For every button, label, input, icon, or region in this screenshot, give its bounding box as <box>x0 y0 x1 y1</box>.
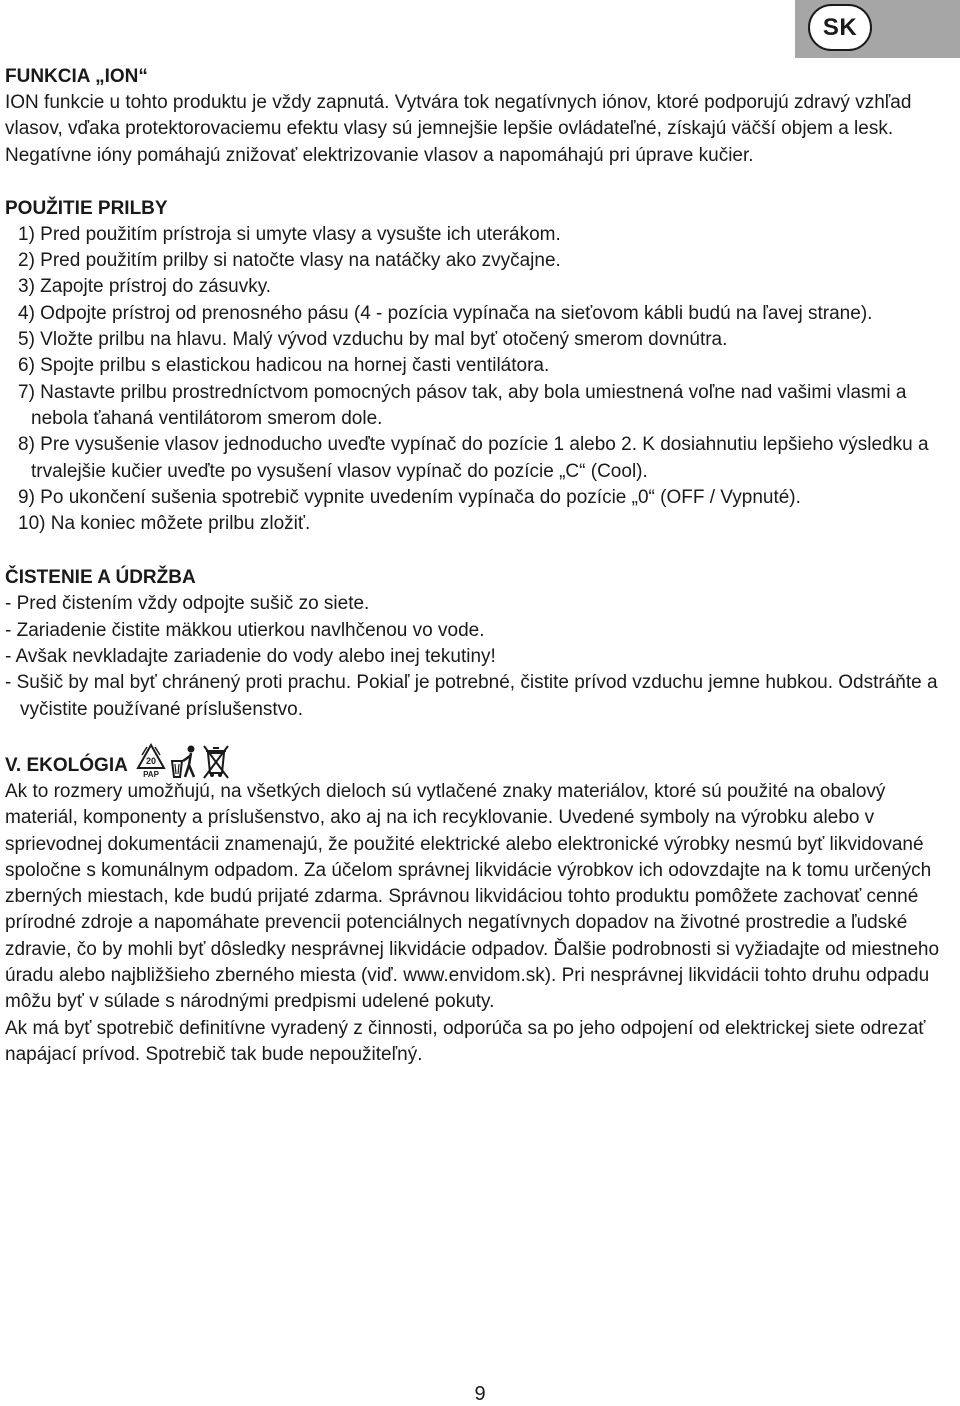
usage-step: 2) Pred použitím prilby si natočte vlasy na natáčky ako zvyčajne. <box>18 250 561 272</box>
ecology-paragraph-2: Ak má byť spotrebič definitívne vyradený z činnosti, odporúča sa po jeho odpojení od elektrickej siete odrezať napájací prívod. Spotrebič tak bude nepoužiteľný. <box>5 1017 926 1065</box>
cleaning-item: - Zariadenie čistite mäkkou utierkou navlhčenou vo vode. <box>5 619 485 641</box>
page-number: 9 <box>474 1383 486 1405</box>
usage-step: 10) Na koniec môžete prilbu zložiť. <box>18 513 311 535</box>
page-content <box>5 64 950 1068</box>
recycle-label-text: PAP <box>142 769 159 779</box>
usage-step: 5) Vložte prilbu na hlavu. Malý vývod vzduchu by mal byť otočený smerom dovnútra. <box>18 329 728 351</box>
usage-steps <box>5 222 950 538</box>
ion-paragraph: ION funkcie u tohto produktu je vždy zapnutá. Vytvára tok negatívnych iónov, ktoré podporujú zdravý vzhľad vlasov, vďaka protektorovaciemu efektu vlasy sú jemnejšie lepšie ovládateľné, získajú väčší objem a lesk. <box>5 92 912 140</box>
tidyman-icon <box>169 743 199 779</box>
cleaning-item: - Sušič by mal byť chránený proti prachu. Pokiaľ je potrebné, čistite prívod vzduchu jemne hubkou. Odstráňte a vyčistite používané príslušenstvo. <box>5 672 938 720</box>
ecology-icons <box>136 743 230 779</box>
usage-step: 3) Zapojte prístroj do zásuvky. <box>18 276 272 298</box>
recycle-pap-icon <box>136 743 166 779</box>
usage-step: 8) Pre vysušenie vlasov jednoducho uveďte vypínač do pozície 1 alebo 2. K dosiahnutiu lepšieho výsledku a trvalejšie kučier uveďte po vysušení vlasov vypínač do pozície „C“ (Cool). <box>18 434 929 482</box>
language-badge: SK <box>808 4 872 51</box>
usage-step: 1) Pred použitím prístroja si umyte vlasy a vysušte ich uterákom. <box>18 223 561 245</box>
ecology-heading: V. EKOLÓGIA <box>5 754 128 776</box>
cleaning-item: - Avšak nevkladajte zariadenie do vody alebo inej tekutiny! <box>5 646 496 668</box>
usage-step: 6) Spojte prilbu s elastickou hadicou na hornej časti ventilátora. <box>18 355 550 377</box>
recycle-code-text: 20 <box>145 755 156 766</box>
usage-step: 9) Po ukončení sušenia spotrebič vypnite uvedením vypínača do pozície „0“ (OFF / Vypnuté). <box>18 486 801 508</box>
ecology-heading-row <box>5 741 950 779</box>
ion-paragraph-2: Negatívne ióny pomáhajú znižovať elektrizovanie vlasov a napomáhajú pri úprave kučier. <box>5 144 754 166</box>
usage-step: 7) Nastavte prilbu prostredníctvom pomocných pásov tak, aby bola umiestnená voľne nad vašimi vlasmi a nebola ťahaná ventilátorom smerom dole. <box>18 381 907 429</box>
ecology-paragraph-1: Ak to rozmery umožňujú, na všetkých dieloch sú vytlačené znaky materiálov, ktoré sú použité na obalový materiál, komponenty a príslušenstvo, ako aj na ich recyklovanie. Uvedené symboly na výrobku alebo v sprievodnej dokumentácii znamenajú, že použité elektrické alebo elektronické výrobky nesmú byť likvidované spoločne s komunálnym odpadom. Za účelom správnej likvidácie výrobkov ich odovzdajte na k tomu určených zberných miestach, kde budú prijaté zdarma. Správnou likvidáciou tohto produktu pomôžete zachovať cenné prírodné zdroje a napomáhate prevencii potenciálnych negatívnych dopadov na životné prostredie a ľudské zdravie, čo by mohli byť dôsledky nesprávnej likvidácie odpadov. Ďalšie podrobnosti si vyžiadajte od miestneho úradu alebo najbližšieho zberného miesta (viď. www.envidom.sk). Pri nesprávnej likvidácii tohto druhu odpadu môžu byť v súlade s národnými predpismi udelené pokuty. <box>5 780 940 1013</box>
cleaning-heading: ČISTENIE A ÚDRŽBA <box>5 567 196 589</box>
usage-step: 4) Odpojte prístroj od prenosného pásu (4 - pozícia vypínača na sieťovom kábli budú na ľavej strane). <box>18 302 873 324</box>
crossed-bin-icon <box>202 743 230 779</box>
ion-heading: FUNKCIA „ION“ <box>5 66 148 87</box>
cleaning-list <box>5 591 950 722</box>
cleaning-item: - Pred čistením vždy odpojte sušič zo siete. <box>5 593 370 615</box>
usage-heading: POUŽITIE PRILBY <box>5 197 168 219</box>
